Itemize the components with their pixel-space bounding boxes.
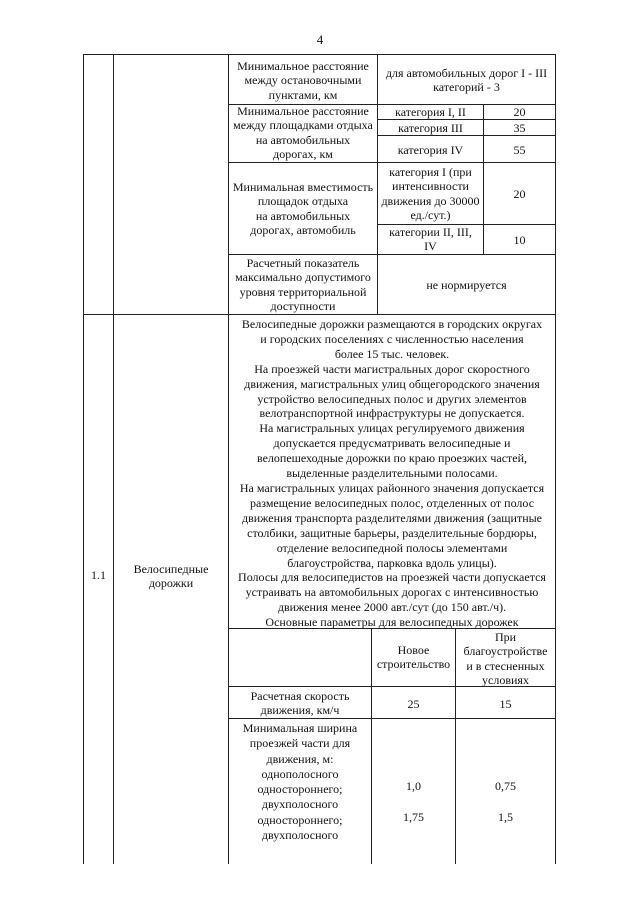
page-number: 4 <box>316 32 324 47</box>
row-number: 1.1 <box>91 568 106 582</box>
rest-distance-cat-1: категория I, II <box>395 105 466 119</box>
width-label: Минимальная ширина проезжей части для движения, м: однополосного одностороннего; двухполосного одностороннего; двухполосного <box>242 721 358 843</box>
width-new-single: 1,0 <box>406 779 421 793</box>
params-header-constrained: При благоустройстве и в стесненных условиях <box>463 630 548 687</box>
rest-distance-val-3: 55 <box>513 143 526 157</box>
rest-distance-cat-2: категория III <box>398 121 463 135</box>
rest-capacity-val-1: 20 <box>513 187 526 201</box>
row-name: Велосипедные дорожки <box>133 562 209 591</box>
rest-capacity-val-2: 10 <box>513 233 526 247</box>
stops-value: для автомобильных дорог I - III категорий - 3 <box>385 66 548 95</box>
params-header-new: Новое строительство <box>376 643 451 672</box>
speed-new: 25 <box>407 697 420 711</box>
width-constrained-single: 0,75 <box>495 779 516 793</box>
bike-lanes-text: Велосипедные дорожки размещаются в городских округах и городских поселениях с численностью населения более 15 тыс. человек. На проезжей части магистральных дорог скоростного движения, магистральных улиц общегородского значения устройство велосипедных полос и других элементов велотранспортной инфраструктуры не допускается. На магистральных улицах регулируемого движения допускается предусматривать велосипедные и велопешеходные дорожки по краю проезжих частей, выделенные разделительными полосами. На магистральных улицах районного значения допускается размещение велосипедных полос, отделенных от полос движения транспорта разделителями движения (защитные столбики, защитные барьеры, разделительные бордюры, отделение велосипедной полосы элементами благоустройства, парковка вдоль улицы). Полосы для велосипедистов на проезжей части допускается устраивать на автомобильных дорогах с интенсивностью движения менее 2000 авт./сут (до 150 авт./ч). Основные параметры для велосипедных дорожек <box>238 317 546 630</box>
indicator-value: не нормируется <box>426 278 507 292</box>
indicator-label: Расчетный показатель максимально допустимого уровня территориальной доступности <box>235 256 371 313</box>
rest-distance-val-1: 20 <box>513 105 526 119</box>
rest-distance-label: Минимальное расстояние между площадками отдыха на автомобильных дорогах, км <box>233 104 373 161</box>
upper-hline-4 <box>228 162 556 163</box>
table-border-left <box>83 54 84 864</box>
rest-capacity-cat-1: категория I (при интенсивности движения до 30000 ед./сут.) <box>381 165 480 222</box>
width-new-double: 1,75 <box>403 810 424 824</box>
table-border-right <box>555 54 556 864</box>
col-divider-1 <box>113 54 114 864</box>
rest-distance-val-2: 35 <box>513 121 526 135</box>
rest-distance-cat-3: категория IV <box>397 143 464 157</box>
rest-capacity-label: Минимальная вместимость площадок отдыха на автомобильных дорогах, автомобиль <box>232 180 374 237</box>
upper-hline-6 <box>228 254 556 255</box>
speed-constrained: 15 <box>499 697 512 711</box>
stops-label: Минимальное расстояние между остановочными пунктами, км <box>237 59 369 102</box>
row-divider-main <box>83 314 556 315</box>
params-hline-2 <box>228 718 556 719</box>
width-constrained-double: 1,5 <box>498 810 513 824</box>
rest-capacity-cat-2: категории II, III, IV <box>389 225 472 254</box>
speed-label: Расчетная скорость движения, км/ч <box>250 689 350 718</box>
table-border-top <box>83 54 556 55</box>
